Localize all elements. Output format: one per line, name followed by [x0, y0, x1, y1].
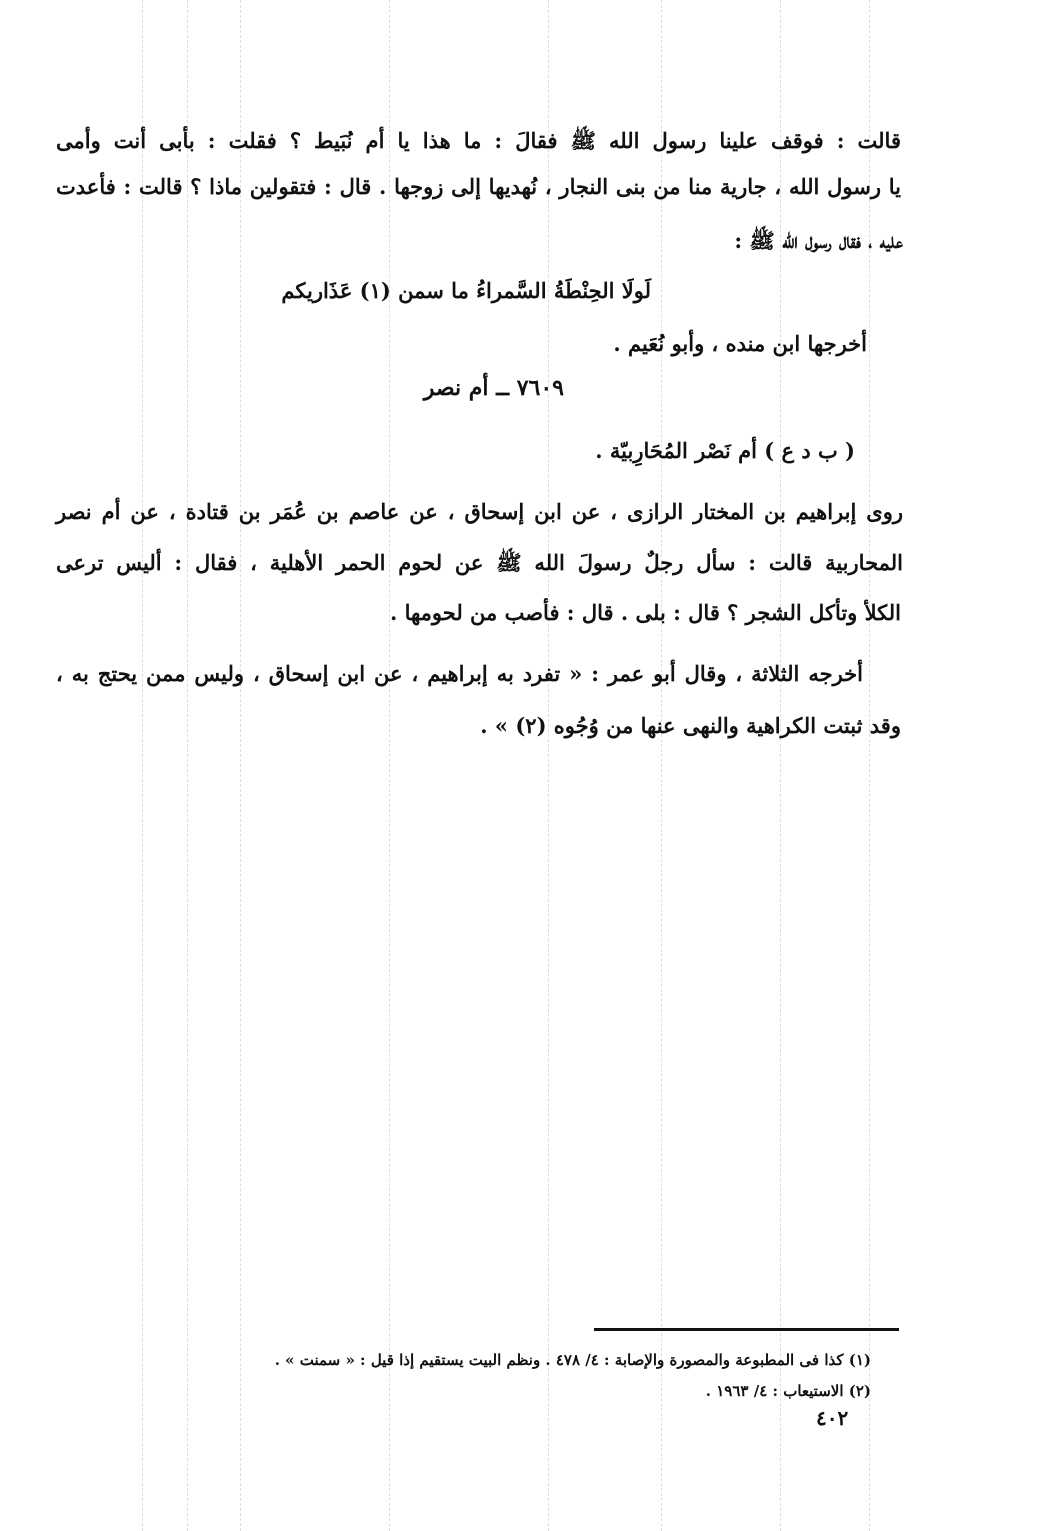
text-line: روى إبراهيم بن المختار الرازى ، عن ابن إسحاق ، عن عاصم بن عُمَر بن قتادة ، عن أم نصر: [56, 499, 903, 524]
page-number: ٤٠٢: [816, 1406, 849, 1430]
text-line: المحاربية قالت : سأل رجلٌ رسولَ الله ﷺ عن لحوم الحمر الأهلية ، فقال : أليس ترعى: [56, 550, 903, 575]
guide-line: [187, 0, 188, 1531]
footnote: (٢) الاستيعاب : ٤/ ١٩٦٣ .: [705, 1382, 871, 1400]
text-line: عليه ، فقال رسول الله ﷺ :: [734, 228, 903, 253]
guide-line: [661, 0, 662, 1531]
text-line: قالت : فوقف علينا رسول الله ﷺ فقالَ : ما هذا يا أم نُبَيط ؟ فقلت : بأبى أنت وأمى: [56, 128, 901, 153]
guide-line: [548, 0, 549, 1531]
entry-heading: ٧٦٠٩ ــ أم نصر: [423, 375, 564, 401]
text-line: أخرجها ابن منده ، وأبو نُعَيم .: [613, 331, 867, 356]
guide-line: [389, 0, 390, 1531]
entry-title-line: ( ب د ع ) أم نَصْر المُحَارِبيّة .: [595, 438, 855, 463]
footnote: (١) كذا فى المطبوعة والمصورة والإصابة : ٤/ ٤٧٨ . ونظم البيت يستقيم إذا قيل : « سمنت » .: [274, 1351, 871, 1369]
guide-line: [142, 0, 143, 1531]
guide-line: [240, 0, 241, 1531]
footnote-divider: [594, 1328, 899, 1331]
text-line: الكلأ وتأكل الشجر ؟ قال : بلى . قال : فأصب من لحومها .: [389, 600, 901, 625]
text-line: أخرجه الثلاثة ، وقال أبو عمر : « تفرد به إبراهيم ، عن ابن إسحاق ، وليس ممن يحتج به ،: [56, 661, 863, 686]
text-line: يا رسول الله ، جارية منا من بنى النجار ، نُهديها إلى زوجها . قال : فتقولين ماذا ؟ قالت : فأعدت: [56, 174, 901, 199]
poem-line: لَولَا الحِنْطَةُ السَّمراءُ ما سمن (١) عَذَاريكم: [281, 278, 651, 303]
text-line: وقد ثبتت الكراهية والنهى عنها من وُجُوه (٢) » .: [480, 713, 901, 738]
